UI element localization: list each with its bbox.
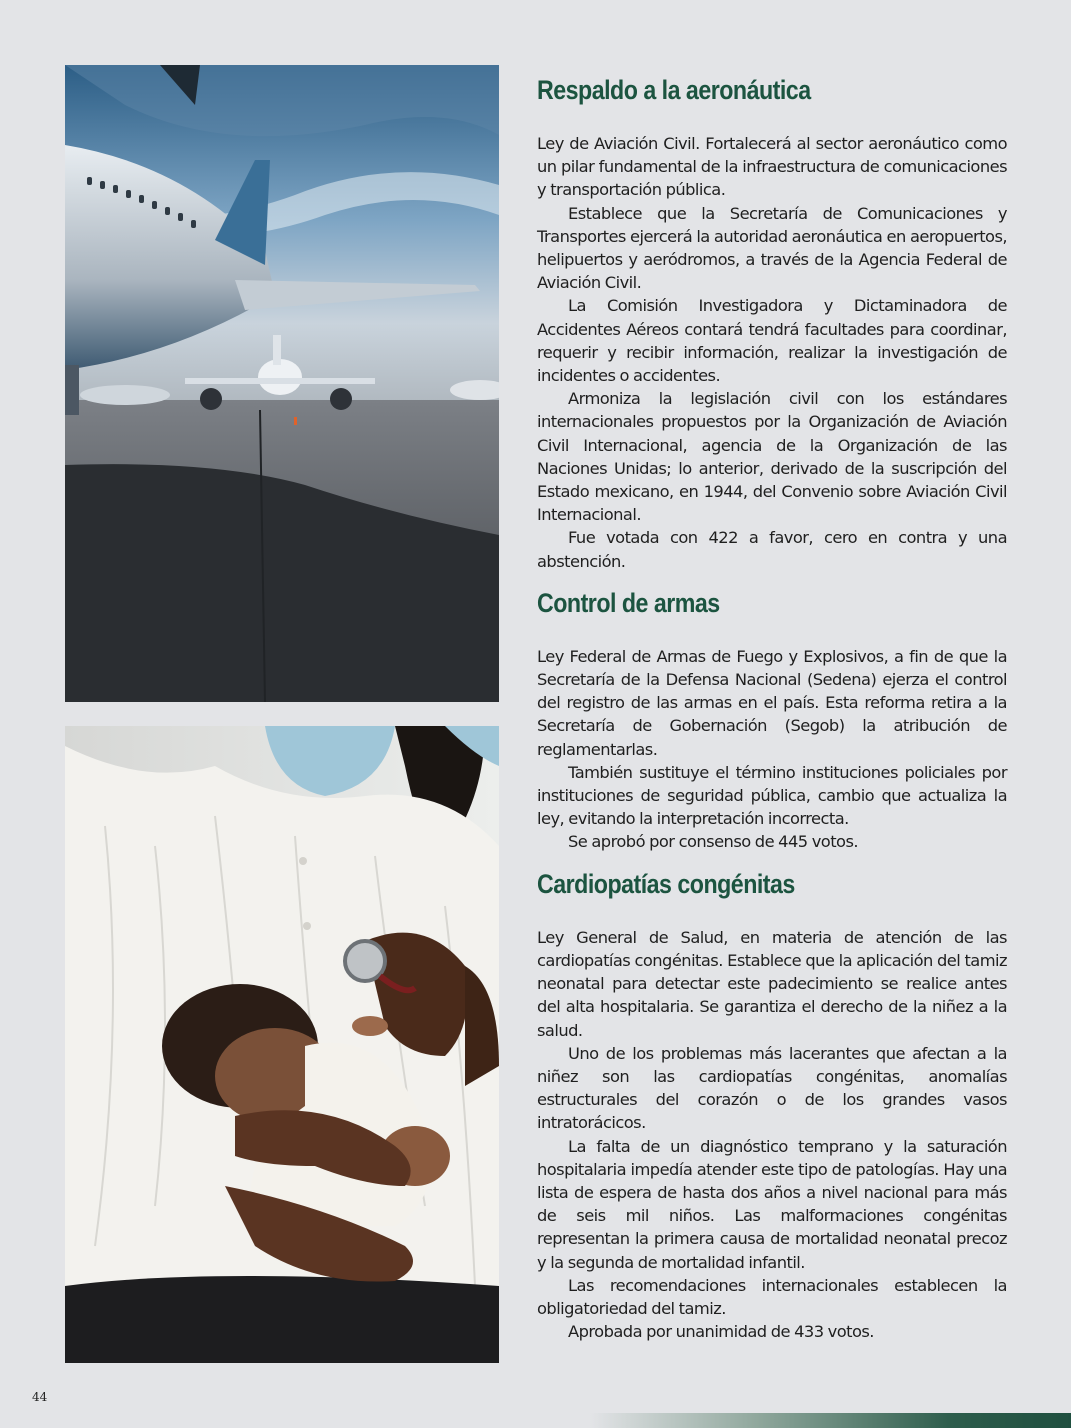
page-number: 44	[32, 1390, 48, 1404]
airplane-photo	[65, 65, 499, 702]
section-title: Respaldo a la aeronáutica	[537, 75, 811, 105]
paragraph: Aprobada por unanimidad de 433 votos.	[568, 1322, 874, 1342]
paragraph: Las recomendaciones internacionales establecen la obligatoriedad del tamiz.	[537, 1275, 1007, 1318]
paragraph: Fue votada con 422 a favor, cero en contra y una abstención.	[537, 528, 1007, 571]
paragraph: Ley de Aviación Civil. Fortalecerá al sector aeronáutico como un pilar fundamental de la infraestructura de comunicaciones y transportación pública.	[537, 134, 1007, 200]
footer-bar	[590, 1413, 1071, 1428]
paragraph: Se aprobó por consenso de 445 votos.	[568, 832, 859, 852]
section-armas	[537, 583, 1007, 854]
newborn-photo	[65, 726, 499, 1363]
paragraph: También sustituye el término instituciones policiales por instituciones de seguridad pública, cambio que actualiza la ley, evitando la interpretación incorrecta.	[537, 762, 1007, 829]
section-cardiopatias	[537, 864, 1007, 1344]
section-title: Control de armas	[537, 587, 720, 618]
section-aeronautica	[537, 70, 1007, 573]
paragraph: La falta de un diagnóstico temprano y la saturación hospitalaria impedía atender este tipo de patologías. Hay una lista de espera de hasta dos años a nivel nacional para más de seis mil niños. Las malformaciones congénitas representan la primera causa de mortalidad neonatal precoz y la segunda de mortalidad infantil.	[537, 1136, 1007, 1272]
paragraph: La Comisión Investigadora y Dictaminadora de Accidentes Aéreos contará tendrá facultades para coordinar, requerir y recibir información, realizar la investigación de incidentes o accidentes.	[537, 296, 1007, 386]
paragraph: Ley General de Salud, en materia de atención de las cardiopatías congénitas. Establece que la aplicación del tamiz neonatal para detectar este padecimiento se realice antes del alta hospitalaria. Se garantiza el derecho de la niñez a la salud.	[537, 927, 1007, 1040]
paragraph: Uno de los problemas más lacerantes que afectan a la niñez son las cardiopatías congénitas, anomalías estructurales del corazón o de los grandes vasos intratorácicos.	[537, 1043, 1007, 1133]
section-title: Cardiopatías congénitas	[537, 868, 795, 899]
article-column	[537, 70, 1007, 1343]
paragraph: Establece que la Secretaría de Comunicaciones y Transportes ejercerá la autoridad aeronáutica en aeropuertos, helipuertos y aeródromos, a través de la Agencia Federal de Aviación Civil.	[537, 203, 1007, 293]
paragraph: Ley Federal de Armas de Fuego y Explosivos, a fin de que la Secretaría de la Defensa Nacional (Sedena) ejerza el control del registro de las armas en el país. Esta reforma retira a la Secretaría de Gobernación (Segob) la atribución de reglamentarlas.	[537, 646, 1007, 759]
paragraph: Armoniza la legislación civil con los estándares internacionales propuestos por la Organización de Aviación Civil Internacional, agencia de la Organización de las Naciones Unidas; lo anterior, derivado de la suscripción del Estado mexicano, en 1944, del Convenio sobre Aviación Civil Internacional.	[537, 389, 1007, 525]
